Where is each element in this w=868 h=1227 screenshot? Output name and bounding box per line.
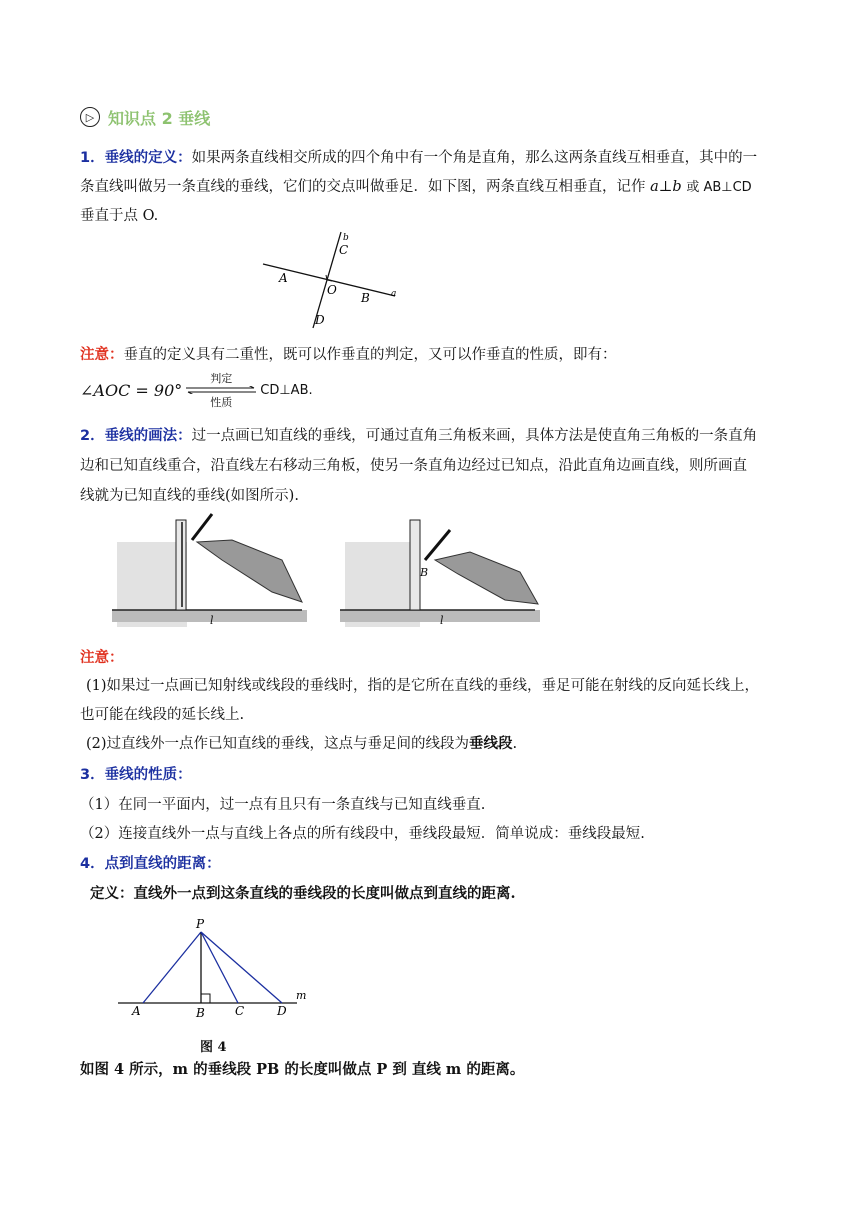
property-2: （2）连接直线外一点与直线上各点的所有线段中，垂线段最短．简单说成：垂线段最短.	[80, 826, 645, 842]
section-heading-text: 知识点 2 垂线	[108, 108, 211, 128]
svg-text:P: P	[196, 917, 205, 931]
svg-text:B: B	[361, 291, 370, 305]
distance-label: 4．点到直线的距离：	[80, 856, 221, 872]
two-way-arrow: 判定 性质	[186, 370, 256, 410]
definition-paragraph-line-1: 1．垂线的定义：如果两条直线相交所成的四个角中有一个角是直角，那么这两条直线互相垂直，其中的一	[80, 150, 758, 166]
svg-text:A: A	[132, 1004, 141, 1018]
properties-label: 3．垂线的性质：	[80, 767, 192, 783]
svg-text:D: D	[315, 313, 325, 327]
segment-PC	[201, 932, 238, 1003]
note-2-point-1b: 也可能在线段的延长线上.	[80, 707, 245, 723]
svg-text:a: a	[391, 289, 397, 299]
segment-PD	[201, 932, 282, 1003]
drawing-method-line-2: 边和已知直线重合，沿直线左右移动三角板，使另一条直角边经过已知点，沿此直角边画直线，则所画直	[80, 458, 747, 474]
definition-paragraph-line-2: 条直线叫做另一条直线的垂线，它们的交点叫做垂足．如下图，两条直线互相垂直，记作 a⊥b 或 AB⊥CD	[80, 179, 752, 195]
svg-text:O: O	[327, 283, 337, 297]
drawing-method-label: 2．垂线的画法：	[80, 428, 192, 444]
double-arrow-icon	[186, 386, 256, 394]
perpendicular-lines-figure	[255, 228, 405, 333]
definition-paragraph-line-3: 垂直于点 O.	[80, 208, 159, 224]
triangle-ruler-photo-right	[340, 512, 540, 632]
note-2-label: 注意：	[80, 650, 124, 666]
drawing-method-line-3: 线就为已知直线的垂线(如图所示).	[80, 488, 299, 504]
drawing-method-line-1: 2．垂线的画法：过一点画已知直线的垂线，可通过直角三角板来画，具体方法是使直角三角板的一条直角	[80, 428, 758, 444]
triangle-ruler-photo-left	[112, 512, 307, 632]
note-2-point-1a: (1)如果过一点画已知射线或线段的垂线时，指的是它所在直线的垂线，垂足可能在射线的反向延长线上，	[86, 678, 760, 694]
play-circle-icon: ▷	[80, 107, 100, 127]
svg-text:B: B	[420, 566, 429, 579]
property-1: （1）在同一平面内，过一点有且只有一条直线与已知直线垂直.	[80, 797, 486, 813]
right-angle-mark	[201, 994, 210, 1003]
note-label: 注意：	[80, 347, 124, 363]
svg-text:b: b	[343, 233, 349, 243]
svg-text:A: A	[279, 271, 288, 285]
definition-label: 1．垂线的定义：	[80, 150, 192, 166]
figure-4-caption: 图 4	[200, 1040, 227, 1055]
section-heading	[80, 104, 210, 130]
note-2-point-2: (2)过直线外一点作已知直线的垂线，这点与垂足间的线段为垂线段.	[86, 735, 518, 752]
svg-text:l: l	[210, 614, 214, 627]
point-line-distance-figure	[112, 912, 322, 1024]
svg-text:C: C	[339, 243, 349, 257]
final-statement: 如图 4 所示，m 的垂线段 PB 的长度叫做点 P 到 直线 m 的距离。	[80, 1061, 525, 1078]
svg-text:B: B	[196, 1006, 205, 1020]
svg-text:C: C	[235, 1004, 245, 1018]
svg-text:m: m	[296, 989, 307, 1002]
angle-equivalence: ∠AOC = 90° 判定 性质 CD⊥AB.	[80, 372, 313, 409]
distance-definition: 定义：直线外一点到这条直线的垂线段的长度叫做点到直线的距离.	[90, 885, 516, 902]
svg-text:l: l	[440, 614, 444, 627]
segment-PA	[143, 932, 201, 1003]
svg-text:D: D	[277, 1004, 287, 1018]
note-1: 注意：垂直的定义具有二重性，既可以作垂直的判定，又可以作垂直的性质，即有：	[80, 347, 617, 363]
